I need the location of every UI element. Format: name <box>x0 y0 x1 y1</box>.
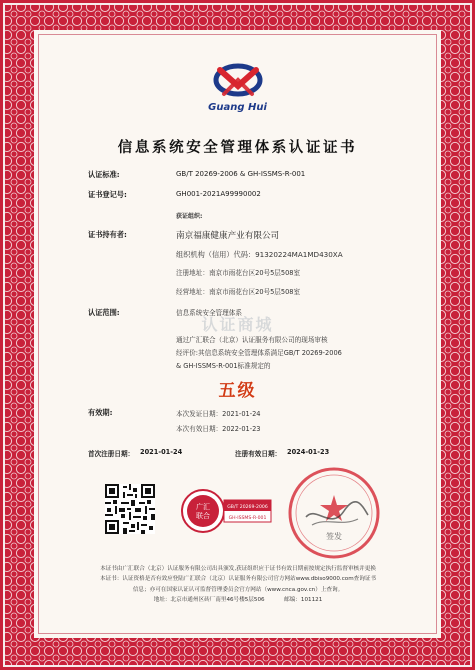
footer-postcode: 邮编：101121 <box>284 596 323 603</box>
grade-level: 五级 <box>218 381 257 401</box>
holder-caption: 获证组织: <box>176 213 203 220</box>
description-line-3: & GH-ISSMS-R-001标准规定的 <box>176 362 271 370</box>
certificate-title: 信息系统安全管理体系认证证书 <box>117 140 358 156</box>
footer-line-3: 信息；亦可在国家认证认可监督管理委员会官方网站（www.cnca.gov.cn）上查询。 <box>132 586 344 593</box>
first-registration-date: 2021-01-24 <box>140 448 183 456</box>
registration-number-label: 证书登记号: <box>88 190 127 199</box>
org-code: 组织机构（信用）代码：91320224MA1MD430XA <box>176 250 343 259</box>
validity-label: 有效期: <box>88 408 113 417</box>
footer-notes <box>60 564 416 605</box>
operating-address: 经营地址：南京市雨花台区20号5层508室 <box>176 288 301 296</box>
valid-until-date: 本次有效日期：2022-01-23 <box>176 425 261 433</box>
brand-name: Guang Hui <box>208 102 267 113</box>
sign-label: 签发 <box>326 532 342 541</box>
first-registration-label: 首次注册日期： <box>88 450 135 458</box>
footer-address: 地址：北京市通州区砖厂南里46号楼5层506 <box>153 596 265 603</box>
registered-address: 注册地址：南京市雨花台区20号5层508室 <box>176 269 301 277</box>
mark-standard-line-1: GB/T 20269-2006 <box>227 505 268 510</box>
description-line-2: 经评价:其信息系统安全管理体系满足GB/T 20269-2006 <box>176 349 342 357</box>
registration-number-value: GH001-2021A99990002 <box>176 190 261 198</box>
holder-label: 证书持有者: <box>88 230 127 239</box>
footer-address-row <box>60 595 416 605</box>
mark-org-line-2: 联合 <box>196 512 210 520</box>
mark-org-line-1: 广汇 <box>196 503 210 511</box>
qr-code-icon[interactable] <box>105 484 155 534</box>
issue-date: 本次发证日期：2021-01-24 <box>176 410 261 418</box>
registration-expiry-date: 2024-01-23 <box>287 448 330 456</box>
footer-line-2: 本证书：认证资格是否有效应登陆广汇联合（北京）认证服务有限公司官方网站www.dbiso9000.com查询证书 <box>99 576 377 583</box>
registration-expiry-label: 注册有效日期： <box>235 450 282 458</box>
holder-name: 南京福康健康产业有限公司 <box>176 231 280 241</box>
description-line-1: 通过广汇联合（北京）认证服务有限公司的现场审核 <box>176 336 328 344</box>
standard-label: 认证标准: <box>88 170 120 179</box>
footer-line-1: 本证书由广汇联合（北京）认证服务有限公司出具颁发,获证组织应于证书有效日期前按规定执行监督审核并更换 <box>100 566 376 572</box>
official-seal-stamp <box>286 465 382 561</box>
scope-label: 认证范围: <box>88 308 120 317</box>
watermark-text: 认证商城 <box>201 315 274 334</box>
certification-mark <box>178 486 273 536</box>
standard-value: GB/T 20269-2006 & GH-ISSMS-R-001 <box>176 170 306 178</box>
mark-standard-line-2: GH-ISSMS-R-001 <box>228 516 267 521</box>
scope-value: 信息系统安全管理体系 <box>176 309 242 317</box>
